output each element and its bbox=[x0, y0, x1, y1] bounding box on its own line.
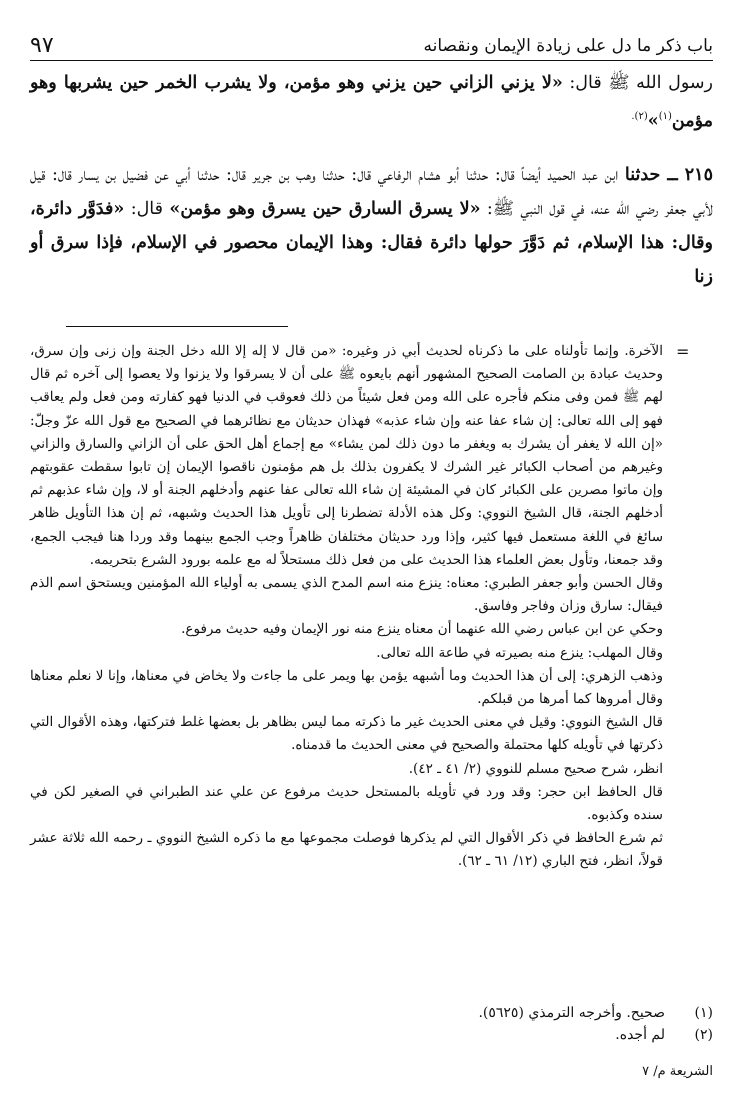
paragraph-gap bbox=[30, 138, 713, 158]
footnote-paragraph: وقال المهلب: ينزع منه بصيرته في طاعة الله تعالى. bbox=[376, 644, 663, 661]
page-number: ٩٧ bbox=[30, 33, 54, 58]
footnotes-block bbox=[30, 340, 663, 874]
text-run: ابن عبد الحميد أيضاً قال: حدثنا أبو هشام الرفاعي قال: حدثنا وهب بن جرير قال: حدثنا أبي عن فضيل بن يسار قال: قيل لأبي جعفر رضي الله عنه، في قول النبي ﷺ: bbox=[30, 164, 714, 219]
text-run: قال: bbox=[124, 198, 170, 219]
reference-note bbox=[30, 1002, 713, 1024]
reference-mark: (٢) bbox=[694, 1027, 713, 1043]
footnote-paragraph: قال الحافظ ابن حجر: وقد ورد في تأويله بالمستحل حديث مرفوع عن علي عند الطبراني في الصغير لكن في سنده وكذبوه. bbox=[30, 783, 663, 824]
reference-text: صحيح. وأخرجه الترمذي (٥٦٢٥). bbox=[478, 1005, 665, 1021]
footnote-divider bbox=[66, 326, 288, 327]
text-run: رسول الله ﷺ قال: bbox=[562, 73, 713, 93]
reference-notes bbox=[30, 1002, 713, 1046]
footnote-paragraph: وذهب الزهري: إلى أن هذا الحديث وما أشبهه يؤمن بها ويمر على ما جاءت ولا يخاض في معناها، وإنا لا نعلم معناها وقال أمروها كما أمرها من قبلكم. bbox=[30, 667, 663, 708]
footnote-paragraph: وقال الحسن وأبو جعفر الطبري: معناه: ينزع منه اسم المدح الذي يسمى به أولياء الله المؤمنين ويستحق اسم الذم فيقال: سارق وزان وفاجر وفاسق. bbox=[30, 575, 663, 615]
main-text bbox=[30, 66, 713, 294]
reference-mark: (١) bbox=[694, 1005, 713, 1021]
page-header bbox=[30, 28, 713, 61]
hadith-number: ٢١٥ ــ حدثنا bbox=[624, 164, 713, 185]
footnote-ref: (٢). bbox=[631, 111, 648, 122]
paragraph-hadith-intro bbox=[30, 66, 713, 138]
hadith-quote: «لا يسرق السارق حين يسرق وهو مؤمن» bbox=[169, 198, 481, 219]
footnote-paragraph: ثم شرع الحافظ في ذكر الأقوال التي لم يذكرها فوصلت مجموعها مع ما ذكره الشيخ النووي ـ رحمه الله ثلاثة عشر قولاً، انظر، فتح الباري (١٢/ ٦١ ـ ٦٢). bbox=[30, 830, 663, 870]
footnote-paragraph: انظر، شرح صحيح مسلم للنووي (٢/ ٤١ ـ ٤٢). bbox=[408, 760, 663, 777]
running-title: باب ذكر ما دل على زيادة الإيمان ونقصانه bbox=[423, 36, 713, 56]
signature-mark: الشريعة م/ ٧ bbox=[642, 1064, 713, 1079]
hadith-quote: «فدَوَّر دائرة، وقال: هذا الإسلام، ثم دَوَّرَ حولها دائرة فقال: وهذا الإيمان محصور في الإسلام، فإذا سرق أو زنا bbox=[30, 198, 713, 287]
reference-text: لم أجده. bbox=[615, 1027, 665, 1043]
paragraph-hadith-215 bbox=[30, 158, 713, 294]
reference-note bbox=[30, 1024, 713, 1046]
footnote-ref: (١) bbox=[658, 111, 672, 122]
footnote-paragraph: وحكي عن ابن عباس رضي الله عنهما أن معناه ينزع منه نور الإيمان وفيه حديث مرفوع. bbox=[181, 621, 663, 638]
continuation-mark: = bbox=[676, 342, 690, 361]
footnote-paragraph: الآخرة. وإنما تأولناه على ما ذكرناه لحديث أبي ذر وغيره: «من قال لا إله إلا الله دخل الجنة وإن زنى وإن سرق، وحديث عبادة بن الصامت الصحيح المشهور أنهم بايعوه ﷺ على أن لا يسرقوا ولا يزنوا ولا يعصوا إلى آخره ثم قال لهم ﷺ فمن وفى منكم فأجره على الله ومن فعل شيئاً من ذلك فعوقب في الدنيا فهو كفارته ومن فعل ولم يعاقب فهو إلى الله تعالى: إن شاء عفا عنه وإن شاء عذبه» فهذان حديثان مع نظائرهما في الصحيح مع قول الله عزّ وجلّ: «إن الله لا يغفر أن يشرك به ويغفر ما دون ذلك لمن يشاء» مع إجماع أهل الحق على أن الزاني والسارق والزاني وغيرهم من أصحاب الكبائر غير الشرك لا يكفرون بذلك بل هم مؤمنون ناقصوا الإيمان إن تابوا سقطت عقوبتهم وإن ماتوا مصرين على الكبائر كان في المشيئة إن شاء الله تعالى عفا عنهم وأدخلهم الجنة أو لا، وإن شاء عذبهم ثم أدخلهم الجنة، قال الشيخ النووي: وكل هذه الأدلة تضطرنا إلى تأويل هذا الحديث وشبهه، ثم إن هذا التأويل ظاهر سائغ في اللغة مستعمل فيها كثير، وإذا ورد حديثان مختلفان ظاهراً وجب الجمع بينهما وقد وردا هنا فيجب الجمع، وقد جمعنا، وتأول بعض العلماء هذا الحديث على من فعل ذلك مستحلاً له مع علمه بورود الشرع بتحريمه. bbox=[30, 343, 663, 568]
hadith-quote: «لا يزني الزاني حين يزني وهو مؤمن، ولا يشرب الخمر حين يشربها وهو مؤمن bbox=[30, 73, 713, 131]
quote-close: » bbox=[647, 110, 659, 131]
footnote-paragraph: قال الشيخ النووي: وقيل في معنى الحديث غير ما ذكرته مما ليس بظاهر بل بعضها غلط فتركتها، وهذه الأقوال التي ذكرتها في تأويله كلها محتملة والصحيح في معنى الحديث ما قدمناه. bbox=[30, 714, 663, 754]
